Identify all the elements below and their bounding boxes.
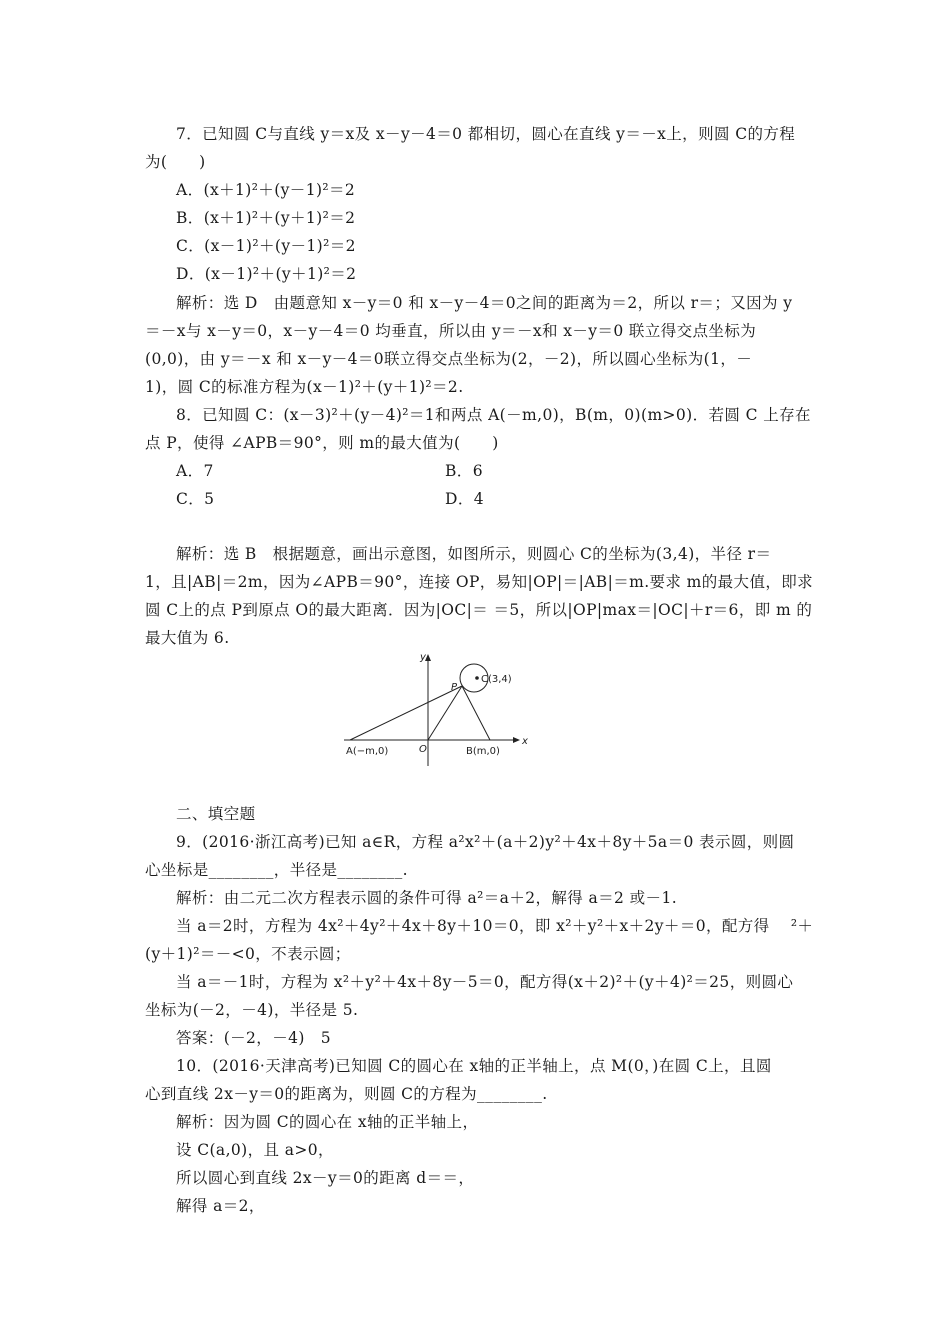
q7-solution-line-4: 1)，圆 C的标准方程为(x－1)²＋(y＋1)²＝2.	[145, 378, 464, 396]
segment-bp	[462, 686, 490, 740]
point-c-label: C(3,4)	[481, 674, 512, 685]
section-heading: 二、填空题	[176, 805, 256, 823]
q7-option-a: A．(x＋1)²＋(y－1)²＝2	[176, 181, 356, 199]
q8-option-b: B．6	[445, 462, 483, 480]
x-axis-label: x	[522, 736, 528, 747]
q7-solution-line-1: 解析：选 D 由题意知 x－y＝0 和 x－y－4＝0之间的距离为＝2，所以 r＝；又因为 y	[176, 294, 793, 312]
q8-option-d: D．4	[445, 490, 484, 508]
q7-option-b: B．(x＋1)²＋(y＋1)²＝2	[176, 209, 356, 227]
geometry-figure	[340, 646, 530, 772]
q7-option-c: C．(x－1)²＋(y－1)²＝2	[176, 237, 356, 255]
center-point	[475, 676, 479, 680]
q7-option-d: D．(x－1)²＋(y＋1)²＝2	[176, 265, 357, 283]
q8-solution-line-4: 最大值为 6.	[145, 629, 230, 647]
q9-line-2: 心坐标是________，半径是________.	[145, 861, 408, 879]
q7-solution-line-2: ＝－x与 x－y＝0，x－y－4＝0 均垂直，所以由 y＝－x和 x－y＝0 联立得交点坐标为	[145, 322, 757, 340]
q8-line-2: 点 P，使得 ∠APB＝90°，则 m的最大值为( )	[145, 434, 499, 452]
point-p-label: P	[451, 682, 458, 693]
x-axis-arrow	[513, 737, 520, 743]
origin-label: O	[419, 744, 427, 755]
point-a-label: A(−m,0)	[346, 746, 389, 757]
q7-line-2: 为( )	[145, 153, 206, 171]
q9-solution-line-4: 当 a＝－1时，方程为 x²＋y²＋4x＋8y－5＝0，配方得(x＋2)²＋(y＋4)²＝25，则圆心	[176, 973, 794, 991]
q9-solution-line-2: 当 a＝2时，方程为 4x²＋4y²＋4x＋8y＋10＝0，即 x²＋y²＋x＋2y＋＝0，配方得 ²＋	[176, 917, 814, 935]
q7-solution-line-3: (0,0)，由 y＝－x 和 x－y－4＝0联立得交点坐标为(2，－2)，所以圆心坐标为(1，－	[145, 350, 753, 368]
point-b-label: B(m,0)	[466, 746, 500, 757]
q10-line-1: 10．(2016·天津高考)已知圆 C的圆心在 x轴的正半轴上，点 M(0，)在圆 C上，且圆	[176, 1057, 772, 1075]
q8-solution-line-3: 圆 C上的点 P到原点 O的最大距离．因为|OC|＝ ＝5，所以|OP|max＝|OC|＋r＝6，即 m 的	[145, 601, 813, 619]
q9-answer: 答案：(－2，－4) 5	[176, 1029, 331, 1047]
q8-line-1: 8．已知圆 C：(x－3)²＋(y－4)²＝1和两点 A(－m,0)，B(m，0)(m>0)．若圆 C 上存在	[176, 406, 811, 424]
q8-option-c: C．5	[176, 490, 215, 508]
q10-solution-line-3: 所以圆心到直线 2x－y＝0的距离 d＝＝，	[176, 1169, 475, 1187]
q9-solution-line-3: (y＋1)²＝－<0，不表示圆；	[145, 945, 351, 963]
q10-solution-line-1: 解析：因为圆 C的圆心在 x轴的正半轴上，	[176, 1113, 479, 1131]
q10-solution-line-2: 设 C(a,0)，且 a>0，	[176, 1141, 334, 1159]
q10-line-2: 心到直线 2x－y＝0的距离为，则圆 C的方程为________.	[145, 1085, 548, 1103]
q8-solution-line-2: 1，且|AB|＝2m，因为∠APB＝90°，连接 OP，易知|OP|＝|AB|＝m.要求 m的最大值，即求	[145, 573, 814, 591]
q8-option-a: A．7	[176, 462, 214, 480]
q8-solution-line-1: 解析：选 B 根据题意，画出示意图，如图所示，则圆心 C的坐标为(3,4)，半径 r＝	[176, 545, 772, 563]
q9-solution-line-5: 坐标为(－2，－4)，半径是 5.	[145, 1001, 359, 1019]
q7-line-1: 7．已知圆 C与直线 y＝x及 x－y－4＝0 都相切，圆心在直线 y＝－x上，则圆 C的方程	[176, 125, 796, 143]
q9-solution-line-1: 解析：由二元二次方程表示圆的条件可得 a²＝a＋2，解得 a＝2 或－1.	[176, 889, 678, 907]
y-axis-label: y	[420, 652, 426, 663]
q9-line-1: 9．(2016·浙江高考)已知 a∈R，方程 a²x²＋(a＋2)y²＋4x＋8y＋5a＝0 表示圆，则圆	[176, 833, 795, 851]
q10-solution-line-4: 解得 a＝2，	[176, 1197, 265, 1215]
